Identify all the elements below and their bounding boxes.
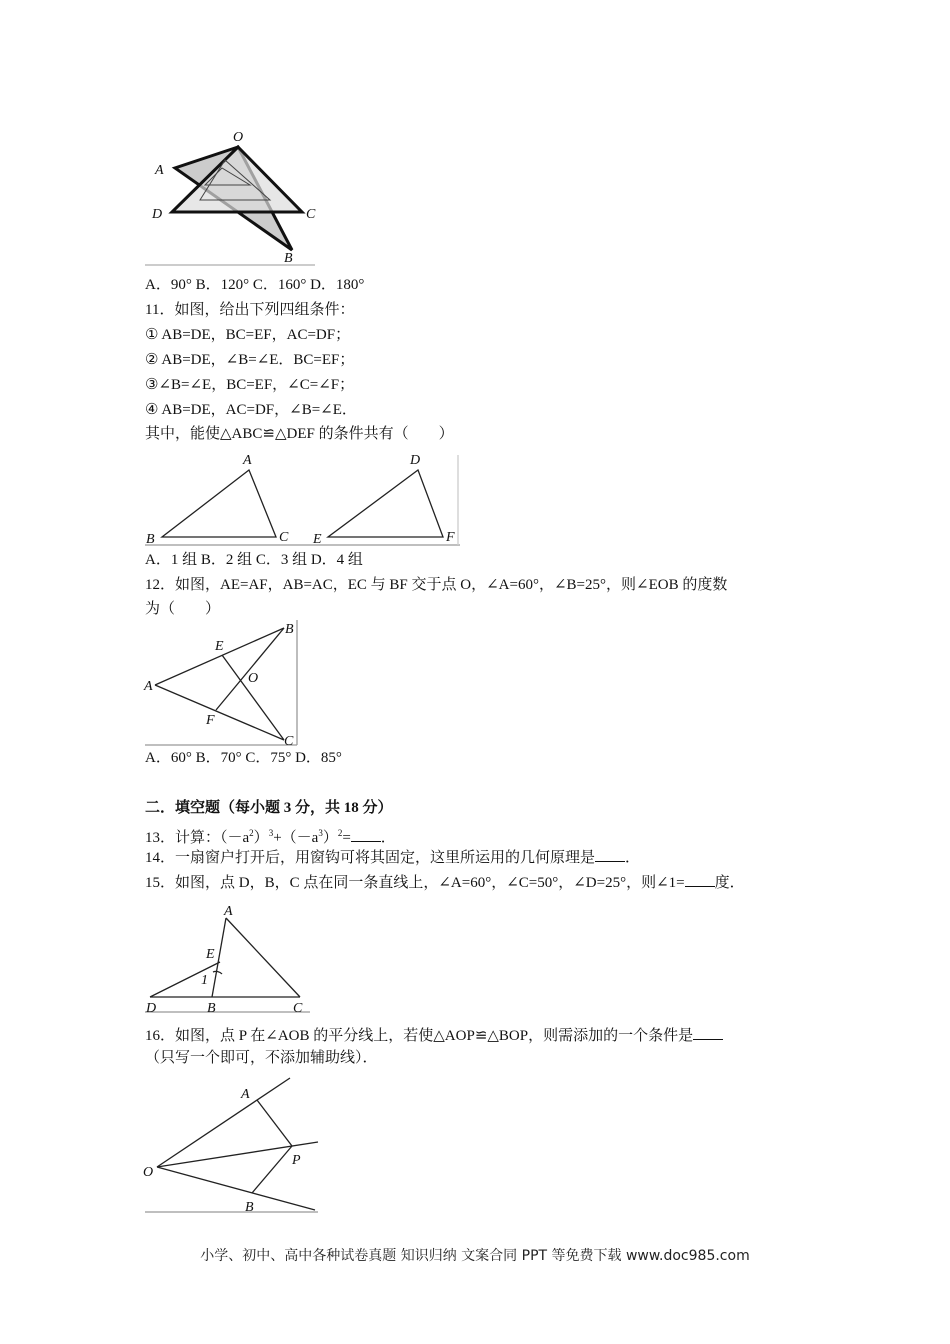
q13-text: +（－a — [273, 830, 319, 846]
footer: 小学、初中、高中各种试卷真题 知识归纳 文案合同 PPT 等免费下载 www.doc985.com — [200, 1248, 750, 1264]
q14: 14．一扇窗户打开后，用窗钩可将其固定，这里所运用的几何原理是 ． — [145, 847, 640, 868]
label-A: A — [144, 679, 153, 694]
label-B: B — [245, 1200, 254, 1215]
q11-condition-1: ① AB=DE，BC=EF，AC=DF； — [145, 327, 351, 343]
label-C: C — [284, 734, 294, 749]
q12-line1: 12．如图，AE=AF，AB=AC，EC 与 BF 交于点 O，∠A=60°，∠B=25°，则∠EOB 的度数 — [145, 577, 728, 593]
label-D: D — [410, 453, 421, 468]
figure-q11 — [145, 455, 460, 545]
section-title: 二．填空题（每小题 3 分，共 18 分） — [145, 800, 393, 816]
q11-stem: 11．如图，给出下列四组条件： — [145, 302, 355, 318]
q11-condition-3: ③∠B=∠E，BC=EF，∠C=∠F； — [145, 377, 355, 393]
q11-question: 其中，能使△ABC≌△DEF 的条件共有（ ） — [145, 426, 454, 442]
label-O: O — [248, 671, 259, 686]
q10-options: A．90° B．120° C．160° D．180° — [145, 277, 365, 293]
label-O: O — [143, 1165, 154, 1180]
label-C: C — [306, 207, 316, 222]
figure-q15-labels — [145, 904, 303, 1016]
answer-blank — [693, 1025, 723, 1040]
q13: 13．计算：$(-a^2)^3+(-a^3)^2=$ ． — [145, 828, 396, 846]
q12-options: A．60° B．70° C．75° D．85° — [145, 750, 342, 766]
exponent: 3 — [268, 828, 274, 838]
q16-text: 16．如图，点 P 在∠AOB 的平分线上，若使△AOP≌△BOP，则需添加的一个条件是 — [145, 1028, 694, 1044]
label-E: E — [206, 947, 215, 962]
label-O: O — [233, 130, 244, 145]
answer-blank — [685, 872, 715, 887]
q12-line2: 为（ ） — [145, 601, 221, 617]
q16-line2: （只写一个即可，不添加辅助线）． — [145, 1050, 378, 1066]
label-F: F — [446, 530, 455, 545]
label-P: P — [292, 1153, 301, 1168]
figure-q16-labels — [143, 1087, 301, 1215]
exponent: 2 — [249, 828, 254, 838]
label-angle-1: 1 — [201, 973, 208, 988]
q15-unit: 度． — [714, 875, 745, 891]
figure-q11-labels — [146, 453, 455, 547]
figure-q12-labels — [143, 622, 294, 749]
q11-options: A．1 组 B．2 组 C．3 组 D．4 组 — [145, 552, 363, 568]
exponent: 3 — [318, 828, 323, 838]
label-B: B — [284, 251, 293, 266]
q16-line1 — [145, 1025, 723, 1046]
label-E: E — [313, 532, 322, 547]
label-A: A — [155, 163, 164, 178]
figure-q10 — [145, 130, 316, 266]
answer-blank — [595, 847, 625, 862]
q13-text: ） — [253, 830, 269, 846]
label-A: A — [241, 1087, 250, 1102]
q13-text: ） — [322, 830, 338, 846]
q11-condition-4: ④ AB=DE，AC=DF，∠B=∠E． — [145, 402, 357, 418]
q15 — [145, 872, 745, 893]
label-C: C — [293, 1001, 303, 1016]
label-A: A — [224, 904, 233, 919]
figure-q15 — [145, 918, 310, 1012]
exponent: 2 — [337, 828, 343, 838]
label-D: D — [146, 1001, 157, 1016]
label-D: D — [152, 207, 163, 222]
q15-text: 15．如图，点 D，B，C 点在同一条直线上，∠A=60°，∠C=50°，∠D=25°，则∠1= — [145, 875, 685, 891]
label-C: C — [279, 530, 289, 545]
figure-q16 — [145, 1078, 318, 1212]
q13-text: 13．计算：（－a — [145, 830, 250, 846]
label-F: F — [206, 713, 215, 728]
q13-text: = — [342, 830, 351, 846]
label-A: A — [243, 453, 252, 468]
q11-condition-2: ② AB=DE，∠B=∠E．BC=EF； — [145, 352, 355, 368]
label-B: B — [207, 1001, 216, 1016]
answer-blank — [351, 827, 381, 842]
label-B: B — [285, 622, 294, 637]
q14-text: 14．一扇窗户打开后，用窗钩可将其固定，这里所运用的几何原理是 — [145, 850, 596, 866]
label-E: E — [215, 639, 224, 654]
label-B: B — [146, 532, 155, 547]
